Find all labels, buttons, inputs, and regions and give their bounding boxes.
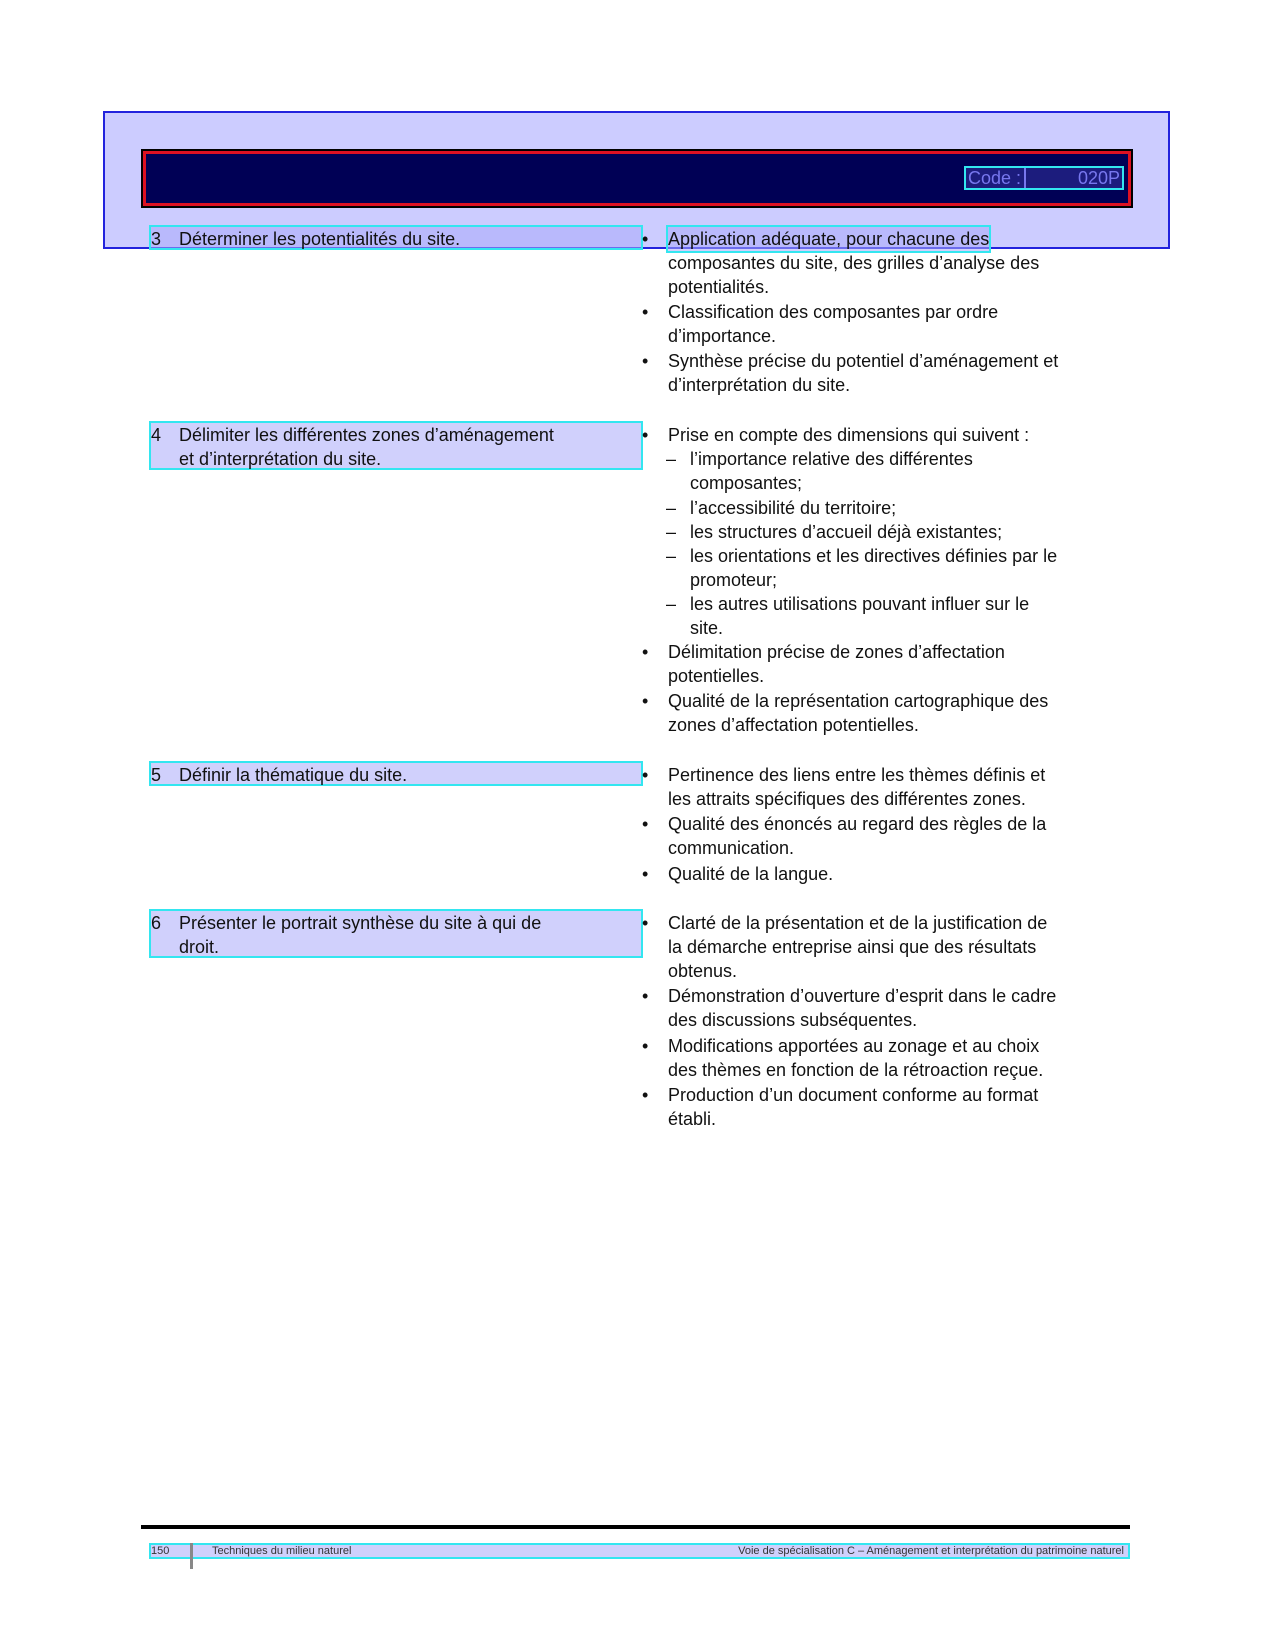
footer-rule — [141, 1525, 1130, 1529]
item-text: des thèmes en fonction de la rétroaction reçue. — [668, 1060, 1044, 1080]
bullet-icon: • — [642, 229, 649, 249]
dash-icon: – — [666, 546, 677, 566]
criterion-item — [642, 300, 1122, 348]
item-text: Qualité de la représentation cartographique des — [668, 691, 1049, 711]
footer-separator — [190, 1543, 193, 1569]
item-text: Application adéquate, pour chacune des — [668, 229, 990, 249]
criterion-item — [642, 812, 1122, 860]
item-text: Prise en compte des dimensions qui suivent : — [668, 425, 1030, 445]
criterion-text: Délimiter les différentes zones d’aménagement — [179, 425, 554, 445]
item-text: les orientations et les directives définies par le — [690, 546, 1058, 566]
item-text: la démarche entreprise ainsi que des résultats — [668, 937, 1037, 957]
item-text: potentialités. — [668, 277, 770, 297]
criterion-text: et d’interprétation du site. — [179, 449, 382, 469]
item-text: composantes; — [690, 473, 803, 493]
item-text: Synthèse précise du potentiel d’aménagement et — [668, 351, 1059, 371]
bullet-icon: • — [642, 642, 649, 662]
criterion-6 — [151, 911, 641, 956]
item-text: Classification des composantes par ordre — [668, 302, 999, 322]
page-number: 150 — [151, 1545, 170, 1557]
item-text: d’interprétation du site. — [668, 375, 851, 395]
criterion-5 — [151, 763, 641, 784]
criterion-text: droit. — [179, 937, 220, 957]
bullet-icon: • — [642, 425, 649, 445]
criterion-number: 3 — [151, 229, 162, 249]
bullet-icon: • — [642, 814, 649, 834]
item-text: obtenus. — [668, 961, 738, 981]
competency-code — [966, 168, 1122, 188]
criterion-number: 4 — [151, 425, 162, 445]
bullet-icon: • — [642, 691, 649, 711]
item-text: les attraits spécifiques des différentes zones. — [668, 789, 1026, 809]
item-text: des discussions subséquentes. — [668, 1010, 918, 1030]
bullet-icon: • — [642, 1085, 649, 1105]
criterion-item — [642, 227, 1122, 299]
dash-icon: – — [666, 522, 677, 542]
criterion-subitem — [666, 496, 896, 520]
item-text: les autres utilisations pouvant influer sur le — [690, 594, 1030, 614]
bullet-icon: • — [642, 864, 649, 884]
criterion-item — [642, 1034, 1122, 1082]
dash-icon: – — [666, 498, 677, 518]
item-text: Pertinence des liens entre les thèmes définis et — [668, 765, 1046, 785]
title-bar — [143, 151, 1131, 206]
item-text: établi. — [668, 1109, 717, 1129]
item-text: promoteur; — [690, 570, 778, 590]
bullet-icon: • — [642, 1036, 649, 1056]
criterion-text: Définir la thématique du site. — [179, 765, 408, 785]
bullet-icon: • — [642, 351, 649, 371]
criterion-subitem — [666, 520, 1002, 544]
criterion-item — [642, 911, 1122, 983]
item-text: composantes du site, des grilles d’analyse des — [668, 253, 1040, 273]
item-text: communication. — [668, 838, 795, 858]
item-text: Modifications apportées au zonage et au choix — [668, 1036, 1040, 1056]
bullet-icon: • — [642, 913, 649, 933]
program-name: Techniques du milieu naturel — [212, 1545, 352, 1557]
dash-icon: – — [666, 449, 677, 469]
specialization-name: Voie de spécialisation C – Aménagement et interprétation du patrimoine naturel — [738, 1545, 1124, 1557]
item-text: Délimitation précise de zones d’affectation — [668, 642, 1005, 662]
criterion-item — [642, 423, 1122, 447]
criterion-item — [642, 763, 1122, 811]
criterion-item — [642, 640, 1122, 688]
page-footer — [151, 1545, 1128, 1557]
criterion-text: Présenter le portrait synthèse du site à qui de — [179, 913, 542, 933]
item-text: Qualité des énoncés au regard des règles de la — [668, 814, 1047, 834]
criterion-subitem — [666, 592, 1029, 640]
dash-icon: – — [666, 594, 677, 614]
item-text: Démonstration d’ouverture d’esprit dans le cadre — [668, 986, 1057, 1006]
item-text: Production d’un document conforme au format — [668, 1085, 1039, 1105]
criterion-item — [642, 349, 1122, 397]
criterion-item — [642, 984, 1122, 1032]
criterion-number: 6 — [151, 913, 162, 933]
item-text: Qualité de la langue. — [668, 864, 834, 884]
bullet-icon: • — [642, 302, 649, 322]
code-value: 020P — [1077, 168, 1120, 188]
criterion-3 — [151, 227, 641, 248]
criterion-item — [642, 1083, 1122, 1131]
item-text: Clarté de la présentation et de la justification de — [668, 913, 1048, 933]
criterion-4 — [151, 423, 641, 468]
bullet-icon: • — [642, 986, 649, 1006]
bullet-icon: • — [642, 765, 649, 785]
code-label: Code : — [968, 168, 1022, 188]
criterion-subitem — [666, 447, 973, 495]
criterion-item — [642, 689, 1122, 737]
item-text: les structures d’accueil déjà existantes; — [690, 522, 1003, 542]
criterion-subitem — [666, 544, 1057, 592]
criterion-item — [642, 862, 1122, 886]
item-text: zones d’affectation potentielles. — [668, 715, 919, 735]
item-text: site. — [690, 618, 724, 638]
item-text: l’accessibilité du territoire; — [690, 498, 897, 518]
item-text: l’importance relative des différentes — [690, 449, 973, 469]
code-separator — [1024, 168, 1026, 188]
item-text: potentielles. — [668, 666, 765, 686]
item-text: d’importance. — [668, 326, 777, 346]
criterion-number: 5 — [151, 765, 162, 785]
criterion-text: Déterminer les potentialités du site. — [179, 229, 461, 249]
